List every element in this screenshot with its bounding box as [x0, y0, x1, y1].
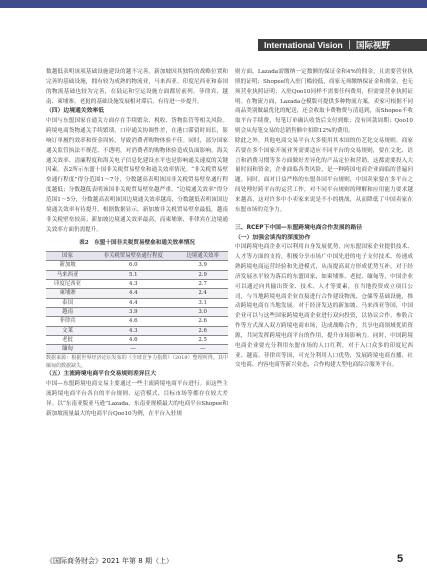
- cell-country: 泰国: [46, 298, 89, 307]
- left-paragraph-1: 数越低表明该项基础设施建设的越不完善。新加坡因其独特的战略位置和完善的基础设施，拥有较为成熟的物流业，马来西亚、印度尼西亚和泰国的物流基础也较为完善，在陆运和空运设施方面都居前列。菲律宾、越南、柬埔寨、老挝的基础设施发展相对滞后，有待进一步提升。: [46, 69, 228, 105]
- banner-separator: ｜: [345, 40, 354, 50]
- cell-country: 马来西亚: [46, 270, 89, 279]
- table-row: [46, 307, 228, 316]
- cell-barrier: 6.0: [89, 261, 177, 270]
- cell-barrier: —: [89, 345, 177, 354]
- table-row: [46, 289, 228, 298]
- cell-country: 文莱: [46, 326, 89, 335]
- left-paragraph-2: 中国与东盟国家在通关方面存在手续繁杂、税收、货物监管等相关风险。跨境电商货物通关手续繁琐，口岸通关协调性差，在港口滞留时间长，影响订单履约效率和资金周转，导致消费者购物体验不佳。同时，部分国家通关监管执法不规范、不透明，对消费者的购物体验造成负面影响。海关通关效率、清廉程度和海关电子信息化建设水平也是影响通关速度的关键因素。表2所示东盟十国非关税贸易壁垒和通关效率情况。“非关税贸易壁垒通行程度”得分范围1～7分，分数越高表明该国非关税贸易壁垒通行程度越低；分数越低表明该国非关税贸易壁垒越严重。“边境通关效率”得分范围1～5分，分数越高表明该国边境通关效率越高，分数越低表明该国边境通关效率有待提升。根据数据显示，新加坡非关税贸易壁垒最低，越南非关税壁垒较高；新加坡边境通关效率最高，而柬埔寨、菲律宾在边境通关效率方面仍需提升。: [46, 118, 228, 233]
- top-color-bar: [0, 0, 427, 8]
- cell-barrier: 4.3: [89, 280, 177, 289]
- right-paragraph-1: 则方面，Lazada需缴纳一定数额的保证金和4%的佣金，且需要营业执照的证明；Shopee的入驻门槛较低，商家无须缴纳保证金和佣金，也无须营业执照证明；入驻Qoo10同样不需要任何费用，但需要营业执照证明。在物流方面，Lazada仓模版可提供多种物流方案，卖家可根据不同商品类别做最优化的配送，还会收取卡费物费与清退到，而Shopee不收取平台手续费，每笔订单确认收货后支付到账；没有回款周期；Qoo10则会从每笔交易的总销售额中扣除12%的费用。: [235, 69, 413, 135]
- table-row: [46, 345, 228, 354]
- cell-barrier: 4.3: [89, 326, 177, 335]
- table-row: [46, 270, 228, 279]
- journal-footer: 《国际商务财会》2021 年第 8 期（上）: [46, 557, 173, 565]
- table-row: [46, 298, 228, 307]
- section-heading-5: （五）主流跨境电商平台交易规则差异巨大: [46, 371, 157, 378]
- cell-barrier: 4.6: [89, 335, 177, 344]
- header-efficiency: 边境通关效率: [177, 252, 228, 261]
- cell-barrier: 4.4: [89, 289, 177, 298]
- left-paragraph-3: 中国—东盟跨境电商交易主要通过一些主流跨境电商平台进行。而这些主流跨境电商平台各自的平台规则、运营模式、目标市场等都存在较大差异。以“东南亚版亚马逊”Lazada、东南亚规模最大的电商平台Shopee和新加坡流量最大的电商平台Qoo10为例，在平台入驻规: [46, 381, 228, 417]
- main-section-heading: 三、RCEP下中国—东盟跨境电商合作发展的路径: [235, 224, 363, 231]
- right-paragraph-3: 中国跨境电商企业可以利用自身发展优势，向东盟国家企业提供技术、人才等方面的支持，积极分享市场广中国先进的电子支付技术、传递成熟跨境电商运营经验和先进模式，从而提高双方形成优势互补，对于经济发展水平较为落后的东盟国家，如柬埔寨、老挝、缅甸等，中国企业可以通过向其输出资金、技术、人才等要素，在当地投资成立项目公司，与当地跨境电商企业直接进行合作建设物流、仓储等基础设施，推动跨境电商在当地发展。对于经济发达的新加坡、马来西亚等国，中国企业可以与这些国家跨境电商企业进行双向投资，以协议合作、参股合作等方式深入双方跨境电商市场，达成战略合作，共享电商领域优质资源，共同发挥跨境电商平台的作用，提升市场影响力。同时，中国跨境电商企业要充分利用东盟市场的人口红利，对于入口众多的印度尼西亚、越南、菲律宾等国，可充分利用人口优势，发展跨境电商直播、社交电商、内容电商等新兴业态，合作构建大型电商综合服务平台。: [235, 244, 413, 369]
- section-heading-4: （四）边境通关效率低: [46, 108, 104, 115]
- right-column: [235, 68, 413, 371]
- cell-country: 缅甸: [46, 345, 89, 354]
- cell-country: 印度尼西亚: [46, 280, 89, 289]
- banner-english: International Vision: [264, 40, 343, 50]
- left-column: [46, 68, 228, 420]
- cell-efficiency: 2.7: [177, 280, 228, 289]
- cell-country: 新加坡: [46, 261, 89, 270]
- cell-efficiency: 2.4: [177, 289, 228, 298]
- header-country: 国家: [46, 252, 89, 261]
- cell-barrier: 3.9: [89, 307, 177, 316]
- table-row: [46, 317, 228, 326]
- cell-country: 老挝: [46, 335, 89, 344]
- table-row: [46, 261, 228, 270]
- table-source-note: 数据来源：根据世界经济论坛发布的《全球竞争力指数》（2019）整理所得。其中缅甸的数据缺失。: [46, 355, 228, 370]
- cell-efficiency: 3.9: [177, 261, 228, 270]
- page-number: 5: [397, 553, 404, 565]
- banner-chinese: 国际视野: [355, 40, 390, 50]
- cell-efficiency: 2.9: [177, 270, 228, 279]
- table-row: [46, 335, 228, 344]
- cell-barrier: 4.6: [89, 317, 177, 326]
- cell-country: 菲律宾: [46, 317, 89, 326]
- cell-efficiency: 2.6: [177, 317, 228, 326]
- cell-efficiency: 2.5: [177, 335, 228, 344]
- cell-efficiency: —: [177, 345, 228, 354]
- cell-efficiency: 3.0: [177, 307, 228, 316]
- right-paragraph-2: 除此之外，其他电商交易平台大多使用其本国的仿艺化交易规则。商家若要在多个国家开展业务需要适应不同平台的交易规则，要在文化、语言和消费习惯等多方面做好差异化的产品定位和营销，这都需要投入大量时间和资金，企业面临各类风险，是一种跨国电商企业面临的普遍问题。同时，面对日益严格的东盟各国平台规则，中国卖家要在多平台之间处理好跨平台的运营工作，对不同平台规则的理解和应用能力要求越来越高，这对许多中小卖家来说是不小的挑战，从而降低了中国卖家在东盟市场的竞争力。: [235, 137, 413, 213]
- cell-barrier: 5.1: [89, 270, 177, 279]
- table-caption: 表2 东盟十国非关税贸易壁垒和通关效率情况: [79, 240, 195, 247]
- cell-country: 越南: [46, 307, 89, 316]
- cell-efficiency: 3.1: [177, 298, 228, 307]
- cell-country: 柬埔寨: [46, 289, 89, 298]
- table-header-row: [46, 252, 228, 261]
- subsection-heading-1: （一）加强会谈沟的深度协作: [235, 234, 311, 241]
- table-row: [46, 326, 228, 335]
- section-banner: [258, 39, 427, 51]
- cell-efficiency: 2.6: [177, 326, 228, 335]
- header-barrier: 非关税贸易壁垒通行程度: [89, 252, 177, 261]
- efficiency-table: [46, 251, 228, 354]
- table-row: [46, 280, 228, 289]
- cell-barrier: 4.4: [89, 298, 177, 307]
